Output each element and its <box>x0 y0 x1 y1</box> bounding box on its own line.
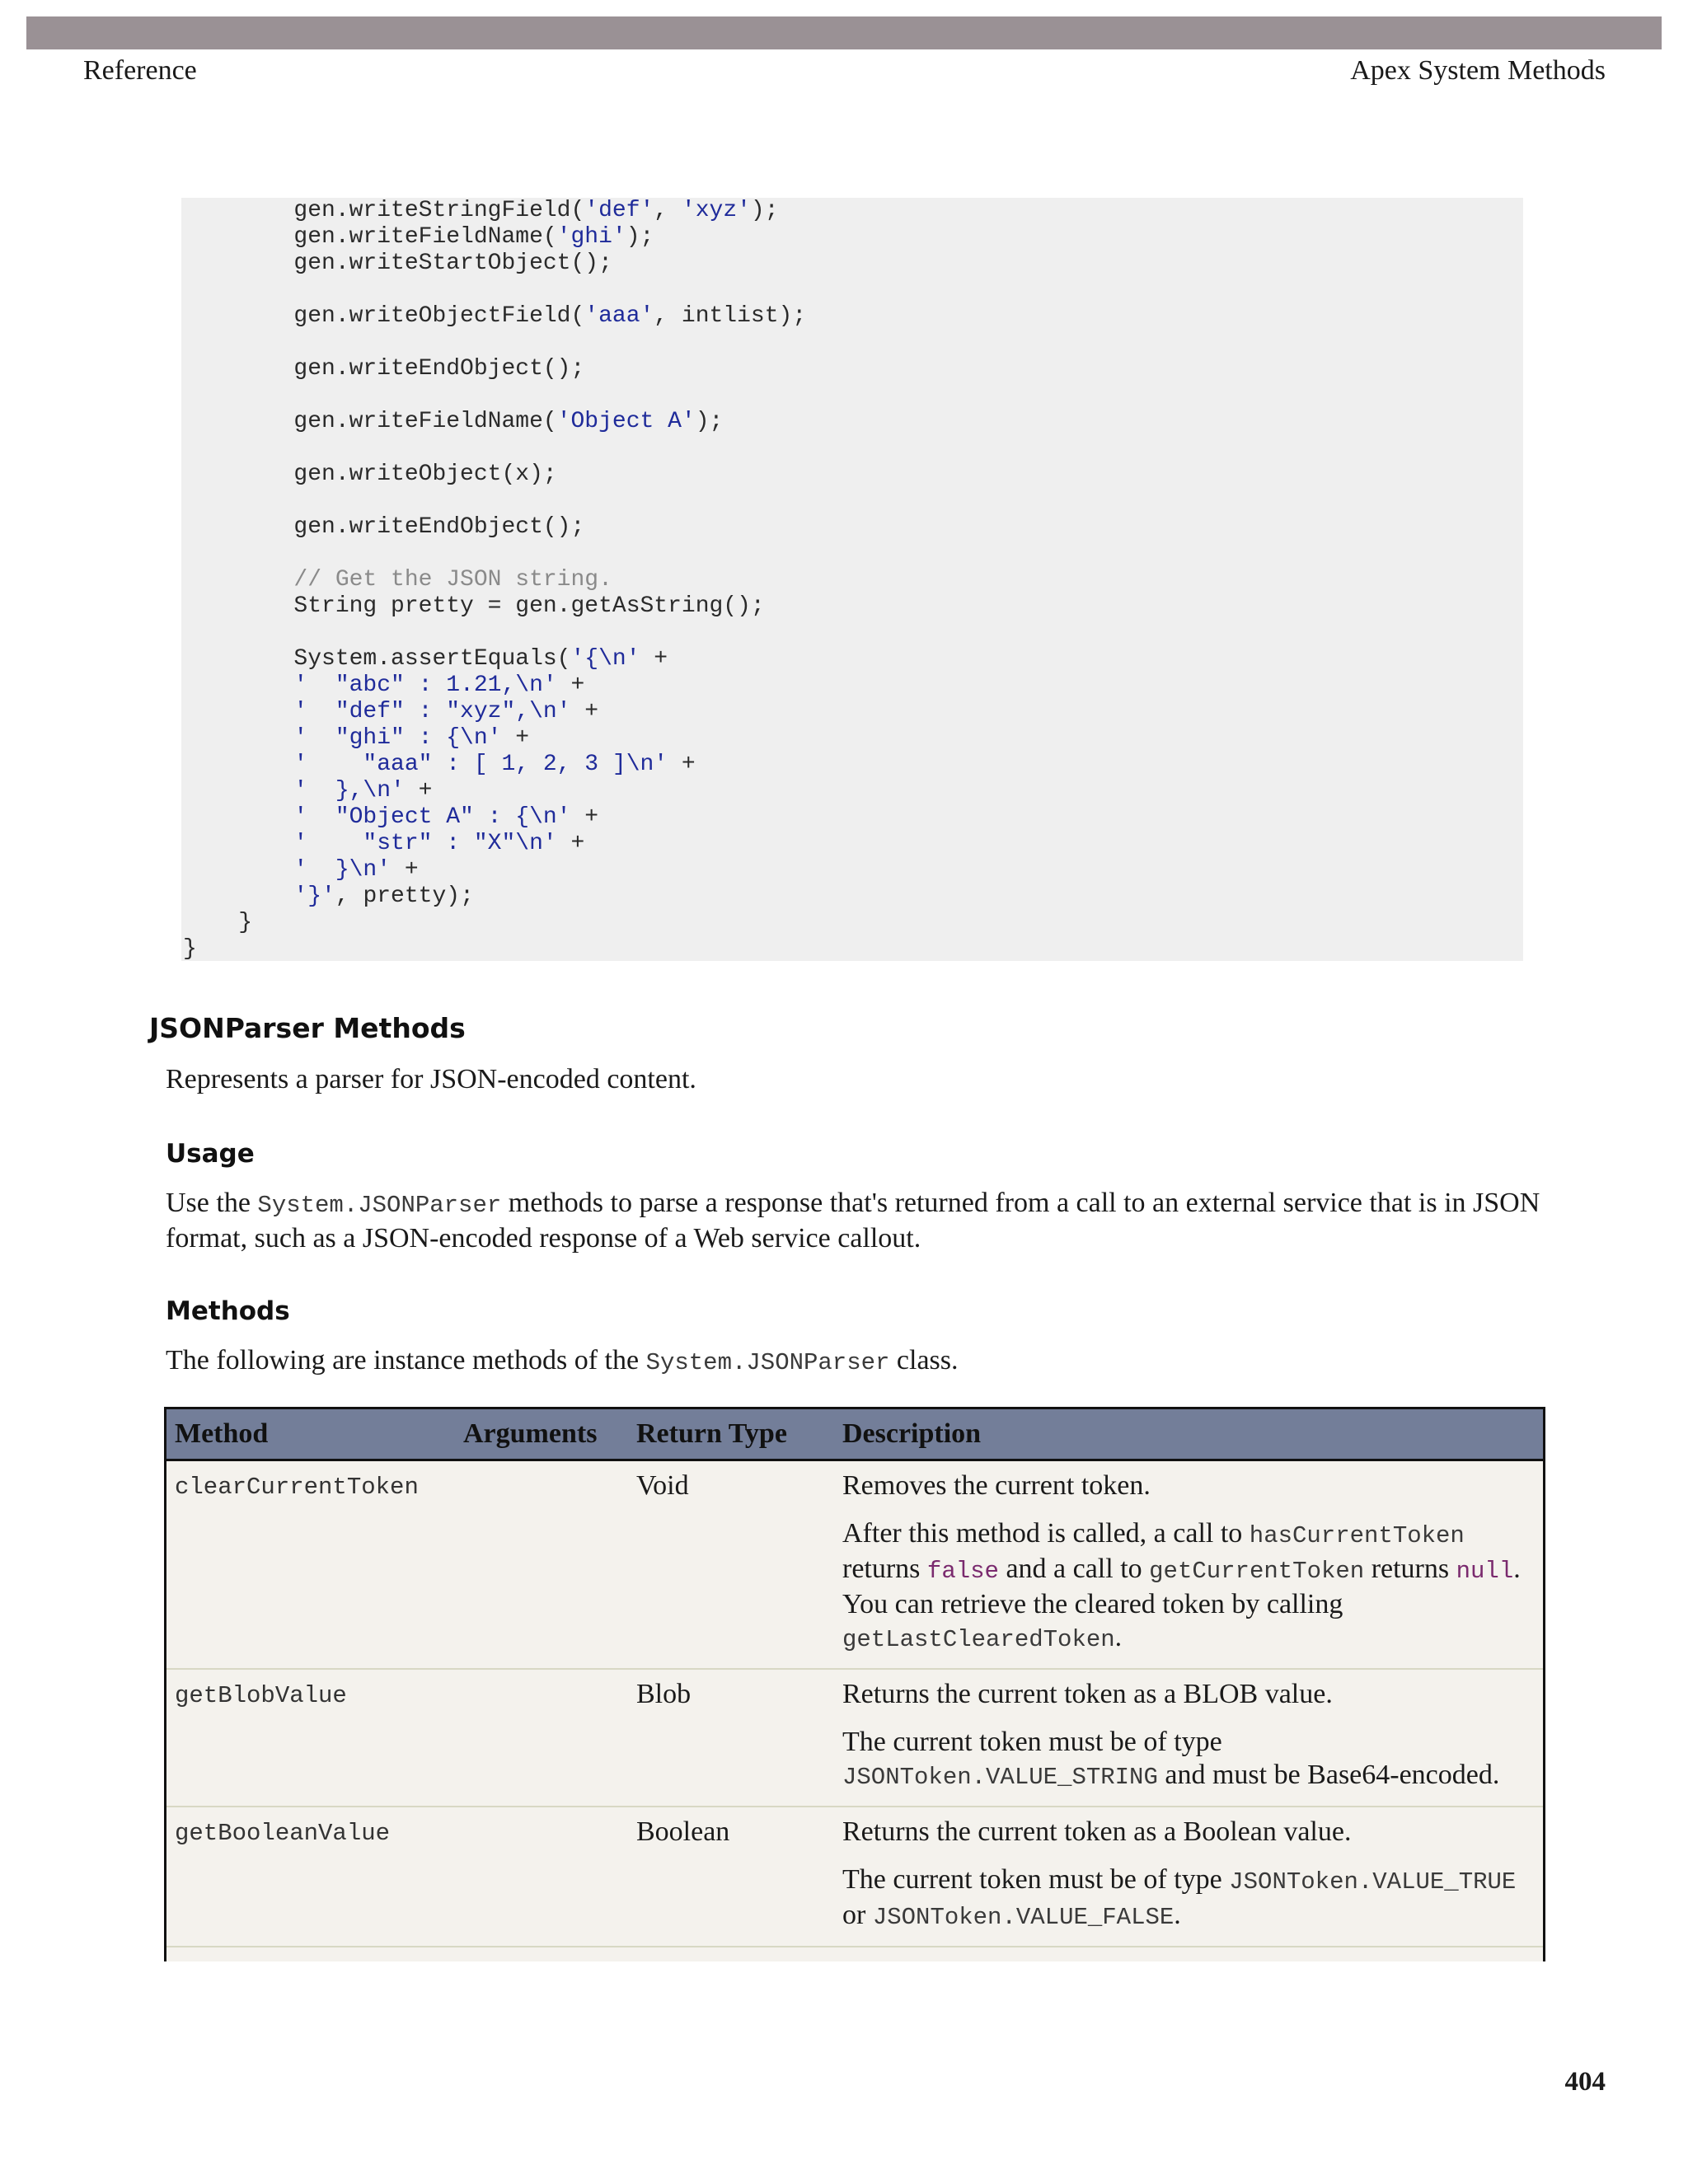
code-line: } <box>183 936 197 961</box>
code-block <box>181 198 1523 961</box>
return-type: Boolean <box>628 1807 834 1947</box>
method-arguments <box>455 1460 628 1670</box>
inline-keyword: false <box>926 1558 999 1585</box>
code-line: gen.writeFieldName('Object A'); <box>183 409 724 434</box>
column-header-description: Description <box>834 1409 1543 1460</box>
code-line: gen.writeEndObject(); <box>183 356 585 382</box>
method-arguments <box>455 1807 628 1947</box>
code-line: ' "aaa" : [ 1, 2, 3 ]\n' + <box>293 752 696 777</box>
code-line <box>181 620 1523 646</box>
code-line: gen.writeObject(x); <box>183 462 557 487</box>
return-type: Void <box>628 1460 834 1670</box>
header-bar <box>26 16 1662 49</box>
inline-code: hasCurrentToken <box>1249 1522 1465 1549</box>
code-line: ' "str" : "X"\n' + <box>293 831 585 856</box>
description-detail: The current token must be of type JSONToken.VALUE_STRING and must be Base64-encoded. <box>842 1727 1500 1791</box>
return-type: Blob <box>628 1669 834 1807</box>
usage-heading: Usage <box>166 1139 255 1169</box>
section-title: JSONParser Methods <box>149 1012 466 1044</box>
page-number: 404 <box>1564 2067 1606 2097</box>
code-line <box>181 541 1523 567</box>
description <box>834 1669 1543 1807</box>
method-name: getBooleanValue <box>166 1807 455 1947</box>
code-line: gen.writeStartObject(); <box>183 251 612 276</box>
inline-keyword: null <box>1456 1558 1514 1585</box>
code-line: gen.writeObjectField('aaa', intlist); <box>183 303 807 329</box>
section-intro: Represents a parser for JSON-encoded content. <box>166 1064 696 1094</box>
table-row <box>166 1460 1543 1670</box>
methods-heading: Methods <box>166 1296 290 1326</box>
code-line: // Get the JSON string. <box>183 567 612 593</box>
column-header-return-type: Return Type <box>628 1409 834 1460</box>
description <box>834 1460 1543 1670</box>
methods-table <box>164 1407 1545 1961</box>
code-line: gen.writeEndObject(); <box>183 514 585 540</box>
code-line: gen.writeStringField('def', 'xyz'); <box>183 198 779 223</box>
code-line: ' }\n' + <box>293 857 419 883</box>
inline-code: JSONToken.VALUE_STRING <box>842 1764 1158 1791</box>
code-line: ' },\n' + <box>293 778 433 804</box>
inline-code: getLastClearedToken <box>842 1626 1115 1653</box>
description-summary: Returns the current token as a Boolean value. <box>842 1816 1352 1847</box>
method-arguments <box>455 1669 628 1807</box>
description-summary: Removes the current token. <box>842 1470 1151 1501</box>
code-line <box>181 277 1523 303</box>
table-header-row <box>166 1409 1543 1460</box>
code-line <box>181 330 1523 356</box>
running-header-left: Reference <box>83 55 197 86</box>
method-name: clearCurrentToken <box>166 1460 455 1670</box>
table-row <box>166 1807 1543 1947</box>
code-line: String pretty = gen.getAsString(); <box>183 593 765 619</box>
code-line <box>181 382 1523 409</box>
code-line: ' "ghi" : {\n' + <box>293 725 530 751</box>
code-line: ' "Object A" : {\n' + <box>293 804 599 830</box>
code-line: System.assertEquals('{\n' + <box>183 646 668 672</box>
code-line: gen.writeFieldName('ghi'); <box>183 224 654 250</box>
table-row <box>166 1669 1543 1807</box>
code-line <box>181 435 1523 462</box>
code-line: ' "def" : "xyz",\n' + <box>293 699 599 724</box>
inline-code: System.JSONParser <box>257 1192 502 1219</box>
inline-code: JSONToken.VALUE_FALSE <box>872 1904 1175 1931</box>
methods-paragraph: The following are instance methods of the System.JSONParser class. <box>166 1345 959 1376</box>
usage-paragraph: Use the System.JSONParser methods to parse a response that's returned from a call to an external service that is in JSON format, such as a JSON-encoded response of a Web service callout. <box>166 1188 1540 1254</box>
code-line: '}', pretty); <box>293 883 474 909</box>
column-header-method: Method <box>166 1409 455 1460</box>
code-line: } <box>183 910 253 935</box>
description-detail: After this method is called, a call to hasCurrentToken returns false and a call to getCurrentToken returns null. You can retrieve the cleared token by calling getLastClearedToken. <box>842 1518 1521 1653</box>
inline-code: getCurrentToken <box>1149 1558 1365 1585</box>
inline-code: JSONToken.VALUE_TRUE <box>1229 1868 1517 1896</box>
method-name: getBlobValue <box>166 1669 455 1807</box>
column-header-arguments: Arguments <box>455 1409 628 1460</box>
description <box>834 1807 1543 1947</box>
inline-code: System.JSONParser <box>645 1349 890 1376</box>
description-summary: Returns the current token as a BLOB value. <box>842 1679 1333 1709</box>
code-line: ' "abc" : 1.21,\n' + <box>293 673 585 698</box>
running-header-right: Apex System Methods <box>1350 55 1606 86</box>
description-detail: The current token must be of type JSONToken.VALUE_TRUE or JSONToken.VALUE_FALSE. <box>842 1864 1517 1931</box>
code-line <box>181 488 1523 514</box>
